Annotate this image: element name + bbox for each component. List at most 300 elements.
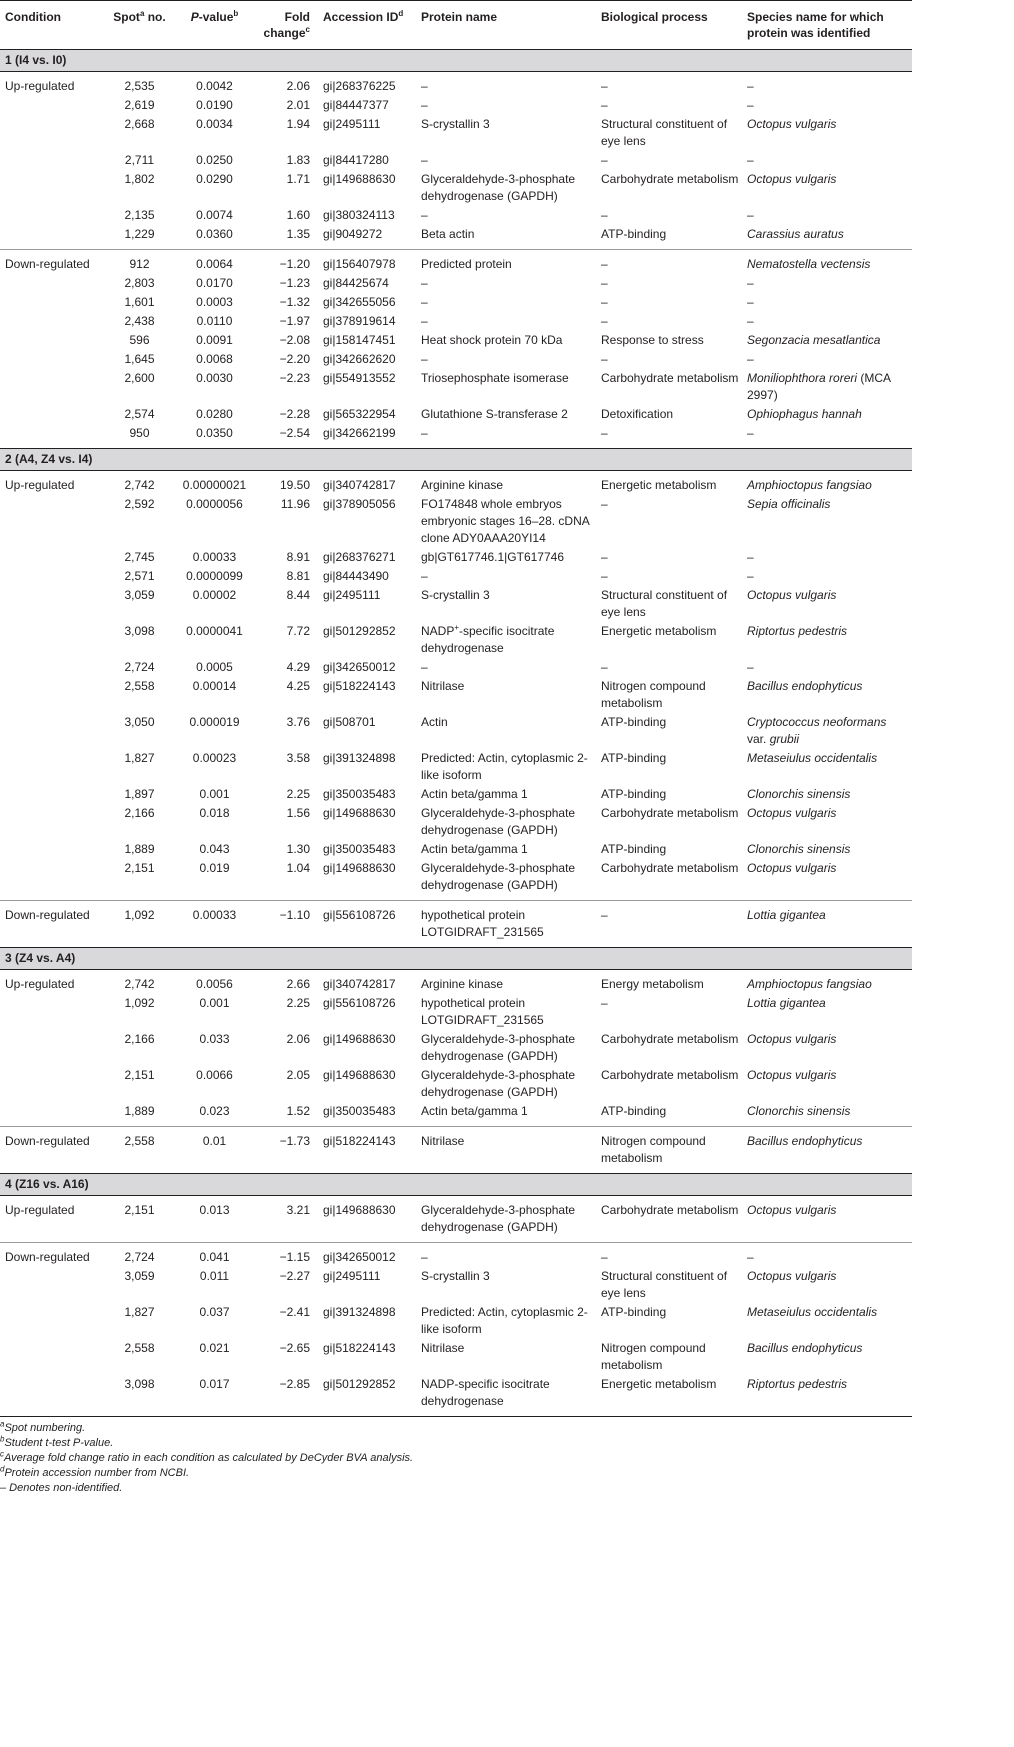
species-name: – bbox=[747, 98, 754, 112]
pvalue-cell: 0.0000099 bbox=[186, 569, 243, 583]
species-cell bbox=[742, 622, 912, 658]
footnote-text: Spot numbering. bbox=[4, 1422, 86, 1434]
fold-change-cell: −2.41 bbox=[279, 1305, 310, 1319]
protein-cell bbox=[416, 1196, 596, 1243]
process-cell: – bbox=[601, 497, 608, 511]
fold-change-cell: 2.66 bbox=[286, 977, 310, 991]
accession-cell: gi|350035483 bbox=[323, 787, 396, 801]
spot-cell: 2,558 bbox=[105, 1127, 172, 1174]
fold-change-cell: −2.23 bbox=[279, 371, 310, 385]
protein-name: – bbox=[421, 79, 428, 93]
fold-change-cell: 3.58 bbox=[286, 751, 310, 765]
process-cell: ATP-binding bbox=[601, 1305, 667, 1319]
process-cell: Carbohydrate metabolism bbox=[601, 172, 739, 186]
table-row bbox=[0, 840, 912, 859]
table-row bbox=[0, 495, 912, 548]
species-cell bbox=[742, 1030, 912, 1066]
process-cell: – bbox=[601, 295, 608, 309]
pvalue-cell: 0.00002 bbox=[192, 588, 237, 602]
condition-cell bbox=[0, 331, 105, 350]
section-title: 3 (Z4 vs. A4) bbox=[0, 948, 912, 970]
accession-cell: gi|149688630 bbox=[323, 806, 396, 820]
protein-name: NADP bbox=[421, 624, 455, 638]
protein-cell bbox=[416, 677, 596, 713]
condition-cell bbox=[0, 859, 105, 901]
species-name: Lottia gigantea bbox=[747, 908, 826, 922]
species-name: Ophiophagus hannah bbox=[747, 407, 862, 421]
species-name: – bbox=[747, 660, 754, 674]
species-name: Octopus vulgaris bbox=[747, 1032, 837, 1046]
condition-cell: Down-regulated bbox=[0, 1243, 105, 1268]
table-row bbox=[0, 1196, 912, 1243]
species-name: Nematostella vectensis bbox=[747, 257, 871, 271]
protein-name: – bbox=[421, 314, 428, 328]
pvalue-cell: 0.0042 bbox=[196, 79, 233, 93]
protein-cell bbox=[416, 804, 596, 840]
fold-change-cell: −1.32 bbox=[279, 295, 310, 309]
species-cell bbox=[742, 1267, 912, 1303]
species-cell bbox=[742, 1339, 912, 1375]
process-cell: Carbohydrate metabolism bbox=[601, 371, 739, 385]
condition-cell bbox=[0, 369, 105, 405]
accession-cell: gi|149688630 bbox=[323, 172, 396, 186]
protein-name: Arginine kinase bbox=[421, 977, 504, 991]
species-name: Carassius auratus bbox=[747, 227, 844, 241]
accession-cell: gi|350035483 bbox=[323, 1104, 396, 1118]
species-suffix: var. bbox=[747, 732, 770, 746]
accession-cell: gi|342655056 bbox=[323, 295, 396, 309]
species-name: Bacillus endophyticus bbox=[747, 1341, 863, 1355]
process-cell: – bbox=[601, 79, 608, 93]
footnote bbox=[0, 1421, 912, 1436]
spot-cell: 2,571 bbox=[124, 569, 155, 583]
process-cell: – bbox=[601, 550, 608, 564]
protein-cell bbox=[416, 622, 596, 658]
table-row bbox=[0, 749, 912, 785]
protein-cell bbox=[416, 424, 596, 449]
spot-cell: 2,711 bbox=[124, 153, 155, 167]
species-name: – bbox=[747, 153, 754, 167]
condition-cell bbox=[0, 1303, 105, 1339]
species-cell bbox=[742, 804, 912, 840]
species-name: – bbox=[747, 1250, 754, 1264]
fold-change-cell: 1.71 bbox=[286, 172, 310, 186]
species-cell bbox=[742, 785, 912, 804]
spot-cell: 1,802 bbox=[124, 172, 155, 186]
species-cell bbox=[742, 1196, 912, 1243]
protein-name: Glyceraldehyde-3-phosphate dehydrogenase (GAPDH) bbox=[421, 172, 576, 203]
fold-change-cell: 2.01 bbox=[286, 98, 310, 112]
spot-cell: 2,619 bbox=[124, 98, 155, 112]
protein-name: – bbox=[421, 295, 428, 309]
table-row bbox=[0, 622, 912, 658]
pvalue-cell: 0.018 bbox=[199, 806, 230, 820]
table-row bbox=[0, 1375, 912, 1416]
condition-cell: Up-regulated bbox=[5, 79, 75, 93]
process-cell: Carbohydrate metabolism bbox=[601, 1203, 739, 1217]
accession-cell: gi|350035483 bbox=[323, 842, 396, 856]
protein-cell bbox=[416, 1102, 596, 1127]
process-cell: Structural constituent of eye lens bbox=[601, 588, 728, 619]
process-cell: ATP-binding bbox=[601, 1104, 667, 1118]
footnotes bbox=[0, 1416, 912, 1496]
pvalue-cell: 0.0068 bbox=[196, 352, 233, 366]
protein-name: – bbox=[421, 208, 428, 222]
fold-change-cell: −1.10 bbox=[255, 901, 318, 948]
species-cell bbox=[742, 713, 912, 749]
protein-name: Glyceraldehyde-3-phosphate dehydrogenase (GAPDH) bbox=[421, 1032, 576, 1063]
fold-change-cell: 4.25 bbox=[286, 679, 310, 693]
protein-name: Nitrilase bbox=[421, 1341, 465, 1355]
pvalue-cell: 0.0000056 bbox=[186, 497, 243, 511]
fold-change-cell: 8.44 bbox=[286, 588, 310, 602]
process-cell: Carbohydrate metabolism bbox=[601, 1032, 739, 1046]
pvalue-cell: 0.0091 bbox=[196, 333, 233, 347]
section-title: 1 (I4 vs. I0) bbox=[0, 50, 912, 72]
pvalue-cell: 0.021 bbox=[199, 1341, 230, 1355]
table-row bbox=[0, 331, 912, 350]
species-cell bbox=[742, 970, 912, 995]
fold-change-cell: −1.73 bbox=[255, 1127, 318, 1174]
table-row bbox=[0, 206, 912, 225]
species-cell bbox=[742, 994, 912, 1030]
species-cell bbox=[742, 331, 912, 350]
spot-cell: 1,827 bbox=[124, 751, 155, 765]
section-header-row bbox=[0, 50, 912, 72]
table-row bbox=[0, 72, 912, 97]
species-cell bbox=[742, 548, 912, 567]
pvalue-cell: 0.0190 bbox=[196, 98, 233, 112]
protein-superscript: + bbox=[454, 623, 460, 632]
protein-cell bbox=[416, 749, 596, 785]
table-row bbox=[0, 1102, 912, 1127]
accession-cell: gi|378919614 bbox=[323, 314, 396, 328]
accession-cell: gi|391324898 bbox=[323, 1305, 396, 1319]
fold-change-cell: 1.60 bbox=[286, 208, 310, 222]
footnote bbox=[0, 1481, 912, 1496]
protein-cell bbox=[416, 151, 596, 170]
species-name: Metaseiulus occidentalis bbox=[747, 751, 878, 765]
spot-cell: 2,166 bbox=[124, 1032, 155, 1046]
species-cell bbox=[742, 225, 912, 250]
process-cell: – bbox=[601, 276, 608, 290]
species-cell bbox=[742, 859, 912, 901]
condition-cell bbox=[0, 1066, 105, 1102]
protein-cell bbox=[416, 293, 596, 312]
protein-cell bbox=[416, 331, 596, 350]
condition-cell bbox=[0, 677, 105, 713]
table-row bbox=[0, 312, 912, 331]
spot-cell: 3,050 bbox=[124, 715, 155, 729]
table-body bbox=[0, 50, 912, 1417]
spot-cell: 2,558 bbox=[124, 679, 155, 693]
protein-cell bbox=[416, 970, 596, 995]
condition-cell bbox=[0, 312, 105, 331]
condition-cell bbox=[0, 567, 105, 586]
table-row bbox=[0, 677, 912, 713]
accession-cell: gi|340742817 bbox=[323, 977, 396, 991]
table-row bbox=[0, 1030, 912, 1066]
protein-name: – bbox=[421, 276, 428, 290]
table-row bbox=[0, 293, 912, 312]
table-row bbox=[0, 1303, 912, 1339]
spot-cell: 950 bbox=[129, 426, 150, 440]
species-name: Amphioctopus fangsiao bbox=[747, 478, 872, 492]
protein-name: – bbox=[421, 426, 428, 440]
spot-cell: 2,574 bbox=[124, 407, 155, 421]
pvalue-cell: 0.0005 bbox=[196, 660, 233, 674]
protein-name: Predicted protein bbox=[421, 257, 512, 271]
process-cell: Nitrogen compound metabolism bbox=[596, 1127, 742, 1174]
protein-cell bbox=[416, 115, 596, 151]
table-row bbox=[0, 1066, 912, 1102]
process-cell: – bbox=[601, 996, 608, 1010]
fold-change-cell: −2.28 bbox=[279, 407, 310, 421]
spot-cell: 1,645 bbox=[124, 352, 155, 366]
spot-cell: 2,742 bbox=[124, 977, 155, 991]
footnote-marker: c bbox=[0, 1449, 4, 1459]
accession-cell: gi|2495111 bbox=[323, 1269, 381, 1283]
species-cell bbox=[742, 495, 912, 548]
species-name: – bbox=[747, 276, 754, 290]
table-row bbox=[0, 274, 912, 293]
condition-cell bbox=[0, 840, 105, 859]
species-name: Octopus vulgaris bbox=[747, 1269, 837, 1283]
species-cell bbox=[742, 72, 912, 97]
table-row bbox=[0, 804, 912, 840]
protein-name: Actin beta/gamma 1 bbox=[421, 787, 528, 801]
section-header-row bbox=[0, 1174, 912, 1196]
table-row bbox=[0, 586, 912, 622]
footnote-text: Protein accession number from NCBI. bbox=[4, 1467, 190, 1479]
species-cell bbox=[742, 115, 912, 151]
accession-cell: gi|556108726 bbox=[318, 901, 416, 948]
footnote-marker: a bbox=[0, 1419, 5, 1429]
spot-cell: 2,166 bbox=[124, 806, 155, 820]
process-cell: Detoxification bbox=[601, 407, 674, 421]
protein-cell bbox=[416, 567, 596, 586]
protein-name-suffix: -specific isocitrate dehydrogenase bbox=[421, 624, 555, 655]
protein-cell bbox=[416, 350, 596, 369]
pvalue-cell: 0.013 bbox=[199, 1203, 230, 1217]
condition-cell bbox=[0, 1375, 105, 1416]
species-name: – bbox=[747, 314, 754, 328]
pvalue-cell: 0.0066 bbox=[196, 1068, 233, 1082]
footnote-marker: d bbox=[0, 1464, 5, 1474]
species-cell bbox=[742, 901, 912, 948]
pvalue-cell: 0.0250 bbox=[196, 153, 233, 167]
header-fold-change: Fold change$^c$ bbox=[255, 1, 318, 50]
protein-cell bbox=[416, 1127, 596, 1174]
pvalue-cell: 0.0056 bbox=[196, 977, 233, 991]
pvalue-cell: 0.00014 bbox=[192, 679, 237, 693]
protein-cell bbox=[416, 170, 596, 206]
spot-cell: 1,601 bbox=[124, 295, 155, 309]
protein-cell bbox=[416, 840, 596, 859]
accession-cell: gi|149688630 bbox=[323, 1203, 396, 1217]
fold-change-cell: −2.54 bbox=[279, 426, 310, 440]
pvalue-cell: 0.041 bbox=[172, 1243, 255, 1268]
process-cell: – bbox=[601, 98, 608, 112]
accession-cell: gi|268376271 bbox=[323, 550, 396, 564]
condition-cell bbox=[0, 405, 105, 424]
species-cell bbox=[742, 1127, 912, 1174]
spot-cell: 2,745 bbox=[124, 550, 155, 564]
spot-cell: 2,592 bbox=[124, 497, 155, 511]
protein-cell bbox=[416, 785, 596, 804]
protein-name: Actin bbox=[421, 715, 448, 729]
species-cell bbox=[742, 293, 912, 312]
pvalue-cell: 0.0030 bbox=[196, 371, 233, 385]
species-name: Cryptococcus neoformans bbox=[747, 715, 887, 729]
process-cell: – bbox=[601, 569, 608, 583]
process-cell: Carbohydrate metabolism bbox=[601, 1068, 739, 1082]
pvalue-cell: 0.0170 bbox=[196, 276, 233, 290]
header-pvalue: P-value$^b$ bbox=[172, 1, 255, 50]
species-cell bbox=[742, 567, 912, 586]
process-cell: – bbox=[601, 314, 608, 328]
protein-name: – bbox=[421, 569, 428, 583]
fold-change-cell: −2.20 bbox=[279, 352, 310, 366]
section-header-row bbox=[0, 449, 912, 471]
fold-change-cell: 2.06 bbox=[286, 1032, 310, 1046]
pvalue-cell: 0.019 bbox=[199, 861, 230, 875]
spot-cell: 3,059 bbox=[124, 1269, 155, 1283]
pvalue-cell: 0.0110 bbox=[196, 314, 233, 328]
fold-change-cell: −1.20 bbox=[255, 250, 318, 275]
species-name: Octopus vulgaris bbox=[747, 806, 837, 820]
species-name: – bbox=[747, 295, 754, 309]
protein-name: S-crystallin 3 bbox=[421, 588, 490, 602]
protein-name: Arginine kinase bbox=[421, 478, 504, 492]
protein-name: Glutathione S-transferase 2 bbox=[421, 407, 568, 421]
accession-cell: gi|378905056 bbox=[323, 497, 396, 511]
process-cell: – bbox=[596, 250, 742, 275]
table-row bbox=[0, 170, 912, 206]
header-process: Biological process bbox=[596, 1, 742, 50]
spot-cell: 2,151 bbox=[124, 1068, 155, 1082]
condition-cell: Up-regulated bbox=[5, 977, 75, 991]
spot-cell: 1,897 bbox=[124, 787, 155, 801]
protein-cell bbox=[416, 1066, 596, 1102]
protein-name: Glyceraldehyde-3-phosphate dehydrogenase (GAPDH) bbox=[421, 806, 576, 837]
condition-cell: Down-regulated bbox=[0, 1127, 105, 1174]
table-row bbox=[0, 405, 912, 424]
spot-cell: 596 bbox=[129, 333, 150, 347]
header-accession: Accession $ID^d$ bbox=[318, 1, 416, 50]
pvalue-cell: 0.0064 bbox=[172, 250, 255, 275]
species-cell bbox=[742, 1102, 912, 1127]
fold-change-cell: 8.81 bbox=[286, 569, 310, 583]
protein-name: Nitrilase bbox=[421, 1134, 465, 1148]
accession-cell: gi|518224143 bbox=[323, 1341, 396, 1355]
species-extra: grubii bbox=[769, 732, 800, 746]
process-cell: Nitrogen compound metabolism bbox=[601, 1341, 706, 1372]
condition-cell bbox=[0, 151, 105, 170]
table-row bbox=[0, 1339, 912, 1375]
process-cell: – bbox=[601, 208, 608, 222]
protein-cell bbox=[416, 72, 596, 97]
species-name: Sepia officinalis bbox=[747, 497, 831, 511]
header-row bbox=[0, 1, 912, 50]
pvalue-cell: 0.000019 bbox=[189, 715, 240, 729]
protein-cell bbox=[416, 1375, 596, 1416]
accession-cell: gi|268376225 bbox=[323, 79, 396, 93]
spot-cell: 2,438 bbox=[124, 314, 155, 328]
condition-cell bbox=[0, 548, 105, 567]
table-row bbox=[0, 225, 912, 250]
species-name: Clonorchis sinensis bbox=[747, 842, 851, 856]
process-cell: – bbox=[601, 660, 608, 674]
protein-name: hypothetical protein LOTGIDRAFT_231565 bbox=[421, 996, 544, 1027]
species-cell bbox=[742, 677, 912, 713]
pvalue-cell: 0.043 bbox=[199, 842, 230, 856]
table-row bbox=[0, 713, 912, 749]
fold-change-cell: 1.30 bbox=[286, 842, 310, 856]
accession-cell: gi|391324898 bbox=[323, 751, 396, 765]
fold-change-cell: 3.76 bbox=[286, 715, 310, 729]
spot-cell: 3,098 bbox=[124, 624, 155, 638]
header-spot: Spot$^a$ no. bbox=[105, 1, 172, 50]
species-name: Octopus vulgaris bbox=[747, 1068, 837, 1082]
species-cell bbox=[742, 1375, 912, 1416]
condition-cell bbox=[0, 713, 105, 749]
protein-name: S-crystallin 3 bbox=[421, 117, 490, 131]
protein-name: S-crystallin 3 bbox=[421, 1269, 490, 1283]
condition-cell bbox=[0, 274, 105, 293]
process-cell: – bbox=[601, 426, 608, 440]
process-cell: ATP-binding bbox=[601, 787, 667, 801]
accession-cell: gi|84417280 bbox=[323, 153, 389, 167]
condition-cell: Up-regulated bbox=[5, 478, 75, 492]
accession-cell: gi|508701 bbox=[323, 715, 376, 729]
process-cell: Response to stress bbox=[601, 333, 704, 347]
condition-cell bbox=[0, 96, 105, 115]
pvalue-cell: 0.017 bbox=[199, 1377, 230, 1391]
protein-name: – bbox=[421, 153, 428, 167]
table-row bbox=[0, 1267, 912, 1303]
protein-name: Heat shock protein 70 kDa bbox=[421, 333, 563, 347]
spot-cell: 1,092 bbox=[105, 901, 172, 948]
species-cell bbox=[742, 749, 912, 785]
accession-cell: gi|554913552 bbox=[323, 371, 396, 385]
spot-cell: 2,724 bbox=[124, 660, 155, 674]
condition-cell bbox=[0, 1339, 105, 1375]
fold-change-cell: −1.97 bbox=[279, 314, 310, 328]
section-header-row bbox=[0, 948, 912, 970]
pvalue-cell: 0.001 bbox=[199, 787, 230, 801]
process-cell: Carbohydrate metabolism bbox=[601, 861, 739, 875]
protein-name: Nitrilase bbox=[421, 679, 465, 693]
table-row bbox=[0, 471, 912, 496]
table-row bbox=[0, 151, 912, 170]
protein-name: Actin beta/gamma 1 bbox=[421, 1104, 528, 1118]
protein-cell bbox=[416, 225, 596, 250]
species-name: Moniliophthora roreri bbox=[747, 371, 858, 385]
fold-change-cell: 1.94 bbox=[286, 117, 310, 131]
spot-cell: 1,889 bbox=[124, 842, 155, 856]
pvalue-cell: 0.011 bbox=[199, 1269, 230, 1283]
species-name: Bacillus endophyticus bbox=[747, 1134, 863, 1148]
species-name: Riptortus pedestris bbox=[747, 624, 848, 638]
condition-cell bbox=[0, 293, 105, 312]
header-protein: Protein name bbox=[416, 1, 596, 50]
accession-cell: gi|2495111 bbox=[323, 588, 381, 602]
section-title: 4 (Z16 vs. A16) bbox=[0, 1174, 912, 1196]
accession-cell: gi|518224143 bbox=[318, 1127, 416, 1174]
protein-cell bbox=[416, 206, 596, 225]
protein-cell bbox=[416, 1267, 596, 1303]
